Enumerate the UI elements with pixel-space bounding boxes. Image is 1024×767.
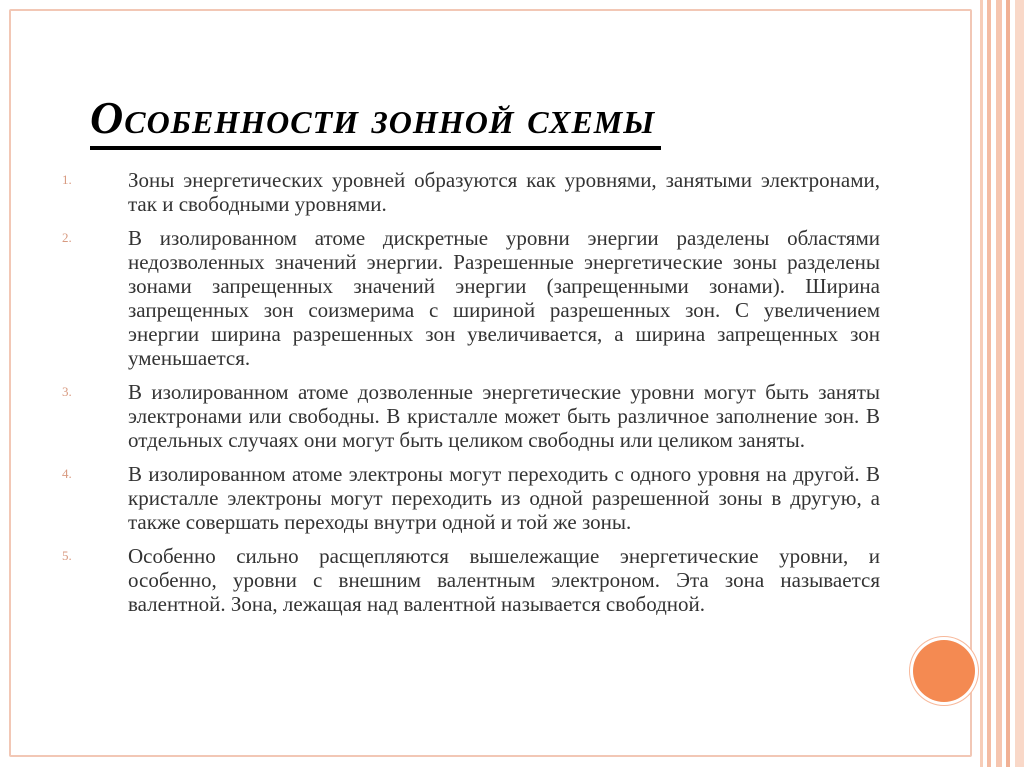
list-item-number: 5.	[62, 548, 72, 563]
list-item	[62, 226, 880, 370]
list-item-number: 3.	[62, 384, 72, 399]
list-item-text: Особенно сильно расщепляются вышележащие энергетические уровни, и особенно, уровни с внешним валентным электроном. Эта зона называется валентной. Зона, лежащая над валентной называется свободной.	[128, 544, 880, 616]
list-item	[62, 544, 880, 616]
list-item-number: 2.	[62, 230, 72, 245]
stripe	[980, 0, 983, 767]
list-item-text: Зоны энергетических уровней образуются как уровнями, занятыми электронами, так и свободными уровнями.	[128, 168, 880, 216]
stripe	[1006, 0, 1010, 767]
list-item-text: В изолированном атоме дозволенные энергетические уровни могут быть заняты электронами или свободны. В кристалле может быть различное заполнение зон. В отдельных случаях они могут быть целиком свободны или целиком заняты.	[128, 380, 880, 452]
list-item	[62, 462, 880, 534]
list-item	[62, 380, 880, 452]
decorative-circle	[913, 640, 975, 702]
list-item	[62, 168, 880, 216]
stripe	[996, 0, 1002, 767]
list-item-text: В изолированном атоме дискретные уровни энергии разделены областями недозволенных значений энергии. Разрешенные энергетические зоны разделены зонами запрещенных значений энергии (запрещенными зонами). Ширина запрещенных зон соизмерима с шириной разрешенных зон. С увеличением энергии ширина разрешенных зон увеличивается, а ширина запрещенных зон уменьшается.	[128, 226, 880, 370]
list-item-number: 4.	[62, 466, 72, 481]
numbered-list	[62, 168, 880, 626]
stripe	[1015, 0, 1024, 767]
decorative-stripes	[980, 0, 1024, 767]
slide-title: Особенности зонной схемы	[90, 90, 661, 150]
stripe	[987, 0, 991, 767]
list-item-text: В изолированном атоме электроны могут переходить с одного уровня на другой. В кристалле электроны могут переходить из одной разрешенной зоны в другую, а также совершать переходы внутри одной и той же зоны.	[128, 462, 880, 534]
list-item-number: 1.	[62, 172, 72, 187]
